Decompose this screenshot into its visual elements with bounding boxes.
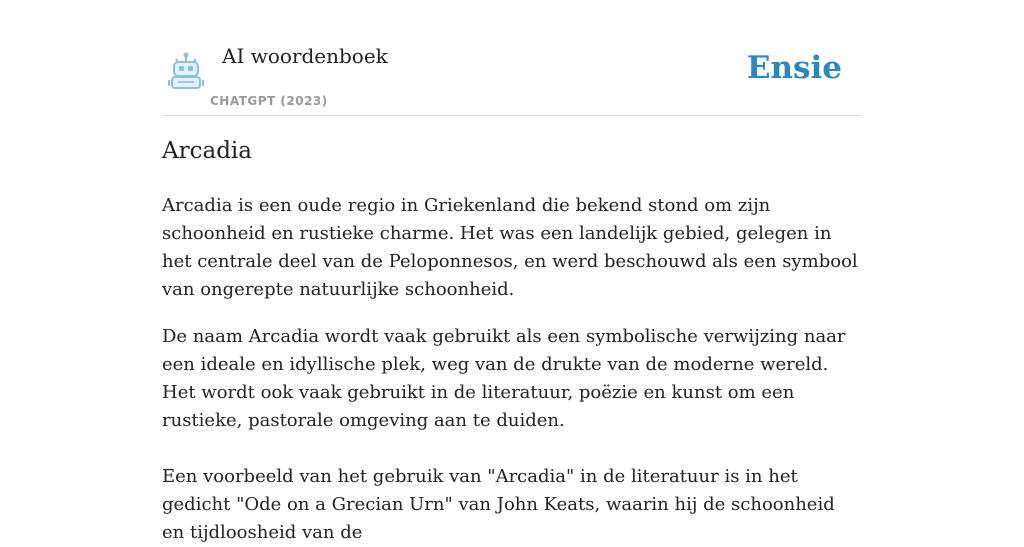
definition-paragraph: Arcadia is een oude regio in Griekenland die bekend stond om zijn schoonheid en rustieke charme. Het was een landelijk gebied, gelegen in het centrale deel van de Peloponnesos, en werd beschouwd als een symbool van ongerepte natuurlijke schoonheid. (162, 195, 858, 300)
definition-paragraph: Een voorbeeld van het gebruik van "Arcadia" in de literatuur is in het gedicht "Ode on a Grecian Urn" van John Keats, waarin hij de schoonheid en tijdloosheid van de (162, 466, 835, 543)
source-title[interactable]: AI woordenboek (222, 44, 388, 68)
definition-paragraph: De naam Arcadia wordt vaak gebruikt als een symbolische verwijzing naar een ideale en idyllische plek, weg van de drukte van de moderne wereld. Het wordt ook vaak gebruikt in de literatuur, poëzie en kunst om een rustieke, pastorale omgeving aan te duiden. (162, 326, 846, 431)
robot-icon (166, 52, 206, 90)
brand-logo[interactable]: Ensie (746, 50, 842, 86)
source-subtitle: CHATGPT (2023) (210, 94, 328, 108)
header (162, 0, 862, 116)
content-container (162, 0, 862, 543)
entry-term: Arcadia (162, 138, 252, 164)
entry-definition (162, 192, 862, 547)
